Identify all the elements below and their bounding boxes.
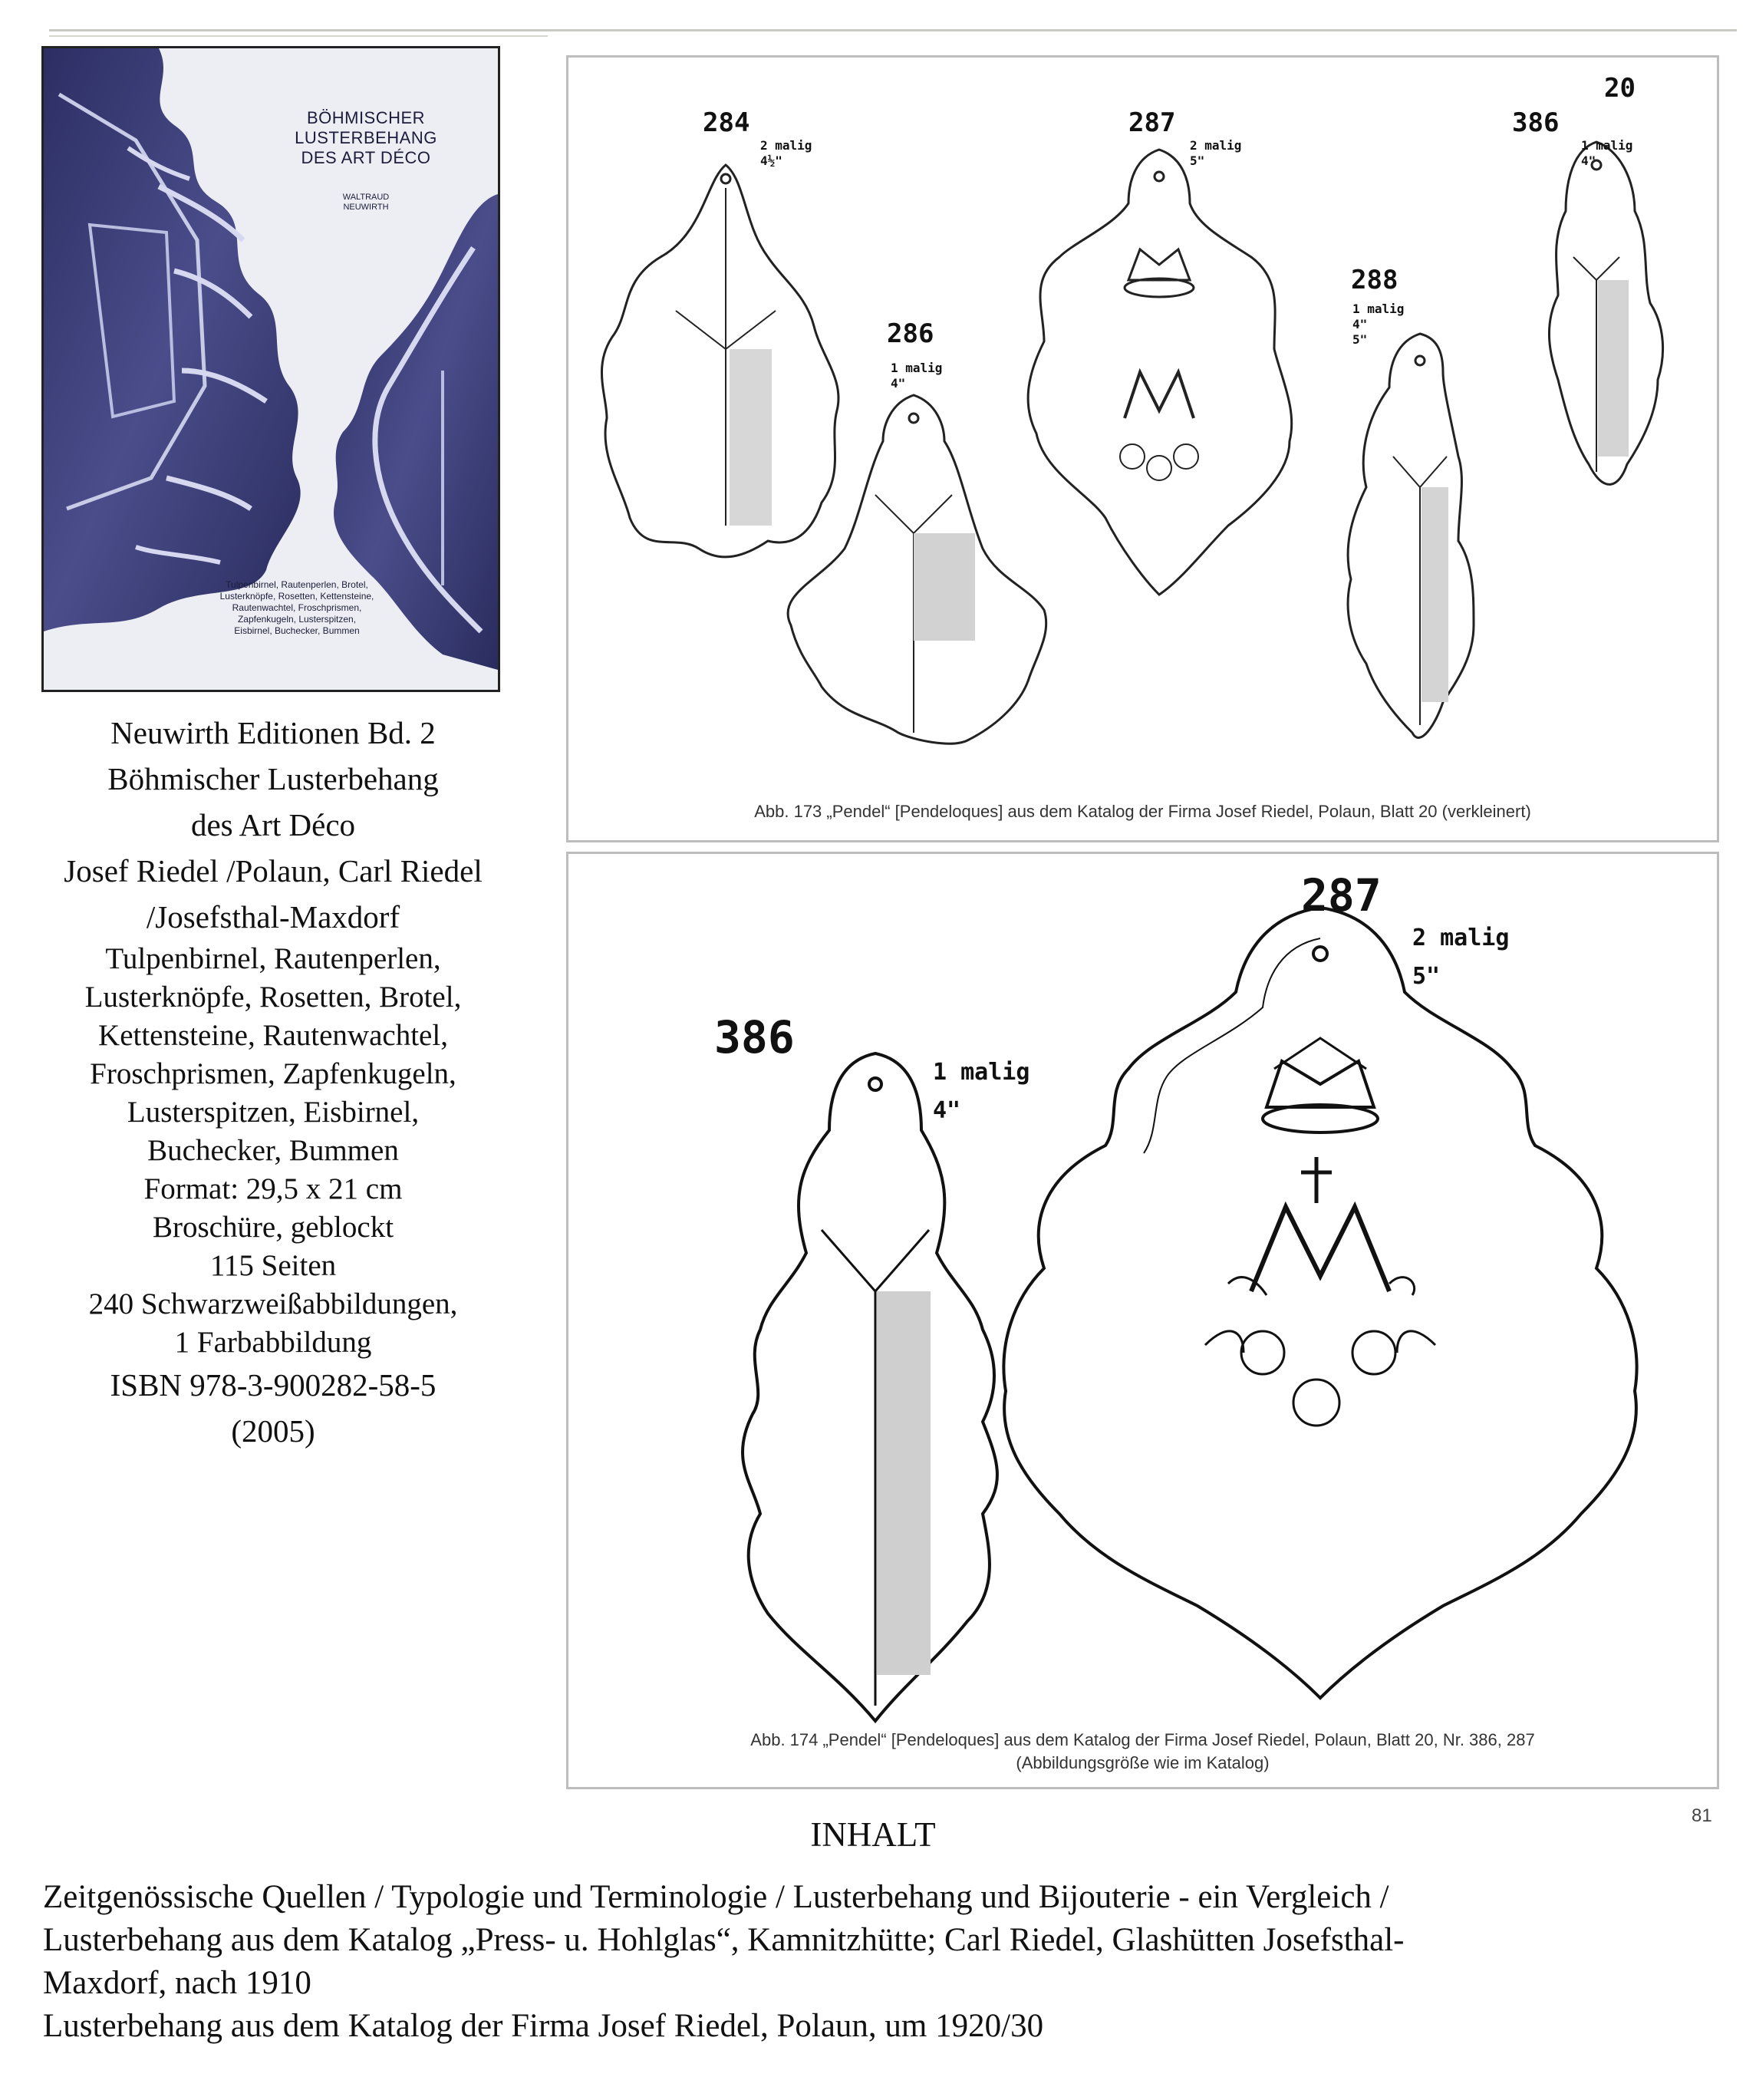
item-number: 386 xyxy=(1512,107,1560,138)
pendant-288 xyxy=(1348,334,1474,737)
item-number: 386 xyxy=(714,1011,795,1063)
pendant-287 xyxy=(1028,150,1292,595)
figure-174-caption xyxy=(568,1729,1717,1775)
cover-author-line: NEUWIRTH xyxy=(343,203,389,212)
isbn-text: ISBN 978-3-900282-58-5 xyxy=(110,1367,436,1403)
topic-line: Buchecker, Bummen xyxy=(147,1134,399,1167)
cover-title-line: BÖHMISCHER xyxy=(306,108,426,127)
pendant-386-large xyxy=(743,1053,997,1721)
cover-subtitle-line: Eisbirnel, Buchecker, Bummen xyxy=(234,625,360,636)
contents-heading: INHALT xyxy=(810,1815,936,1854)
topic-line: Kettensteine, Rautenwachtel, xyxy=(98,1019,448,1052)
pendant-287-large xyxy=(1003,908,1636,1698)
topic-line: Lusterknöpfe, Rosetten, Brotel, xyxy=(84,981,462,1014)
item-number: 286 xyxy=(887,318,934,349)
book-cover[interactable] xyxy=(41,46,500,692)
item-note: 1 malig 4" xyxy=(933,1059,1030,1124)
contents-line: Maxdorf, nach 1910 xyxy=(43,1965,311,2001)
series-name: Neuwirth Editionen Bd. 2 xyxy=(110,715,436,750)
makers-line: /Josefsthal-Maxdorf xyxy=(146,899,400,935)
topic-line: Froschprismen, Zapfenkugeln, xyxy=(90,1057,456,1090)
figure-174-panel[interactable] xyxy=(566,852,1719,1789)
item-note: 2 malig 5" xyxy=(1190,138,1242,168)
item-note: 1 malig 4" xyxy=(891,361,943,391)
book-info xyxy=(0,710,546,1454)
makers-line: Josef Riedel /Polaun, Carl Riedel xyxy=(64,853,483,888)
contents-list xyxy=(43,1876,1715,2048)
images-text: 240 Schwarzweißabbildungen, xyxy=(88,1287,458,1320)
top-rule xyxy=(49,29,1737,31)
figure-174-caption-line: Abb. 174 „Pendel“ [Pendeloques] aus dem Katalog der Firma Josef Riedel, Polaun, Blatt 20, Nr. 386, 287 xyxy=(750,1730,1535,1749)
item-number: 287 xyxy=(1128,107,1176,138)
contents-line: Lusterbehang aus dem Katalog der Firma Josef Riedel, Polaun, um 1920/30 xyxy=(43,2008,1044,2044)
item-number: 288 xyxy=(1351,265,1398,295)
cover-title-line: DES ART DÉCO xyxy=(301,148,431,167)
cover-subtitle-line: Rautenwachtel, Froschprismen, xyxy=(232,602,362,613)
topic-line: Tulpenbirnel, Rautenperlen, xyxy=(105,942,441,975)
item-note: 1 malig 4" 5" xyxy=(1352,302,1405,347)
contents-line: Lusterbehang aus dem Katalog „Press- u. Hohlglas“, Kamnitzhütte; Carl Riedel, Glashütten Josefsthal- xyxy=(43,1922,1405,1958)
cover-author-line: WALTRAUD xyxy=(342,193,390,202)
cover-subtitle-line: Lusterknöpfe, Rosetten, Kettensteine, xyxy=(219,591,374,602)
cover-author xyxy=(274,193,458,213)
pages-text: 115 Seiten xyxy=(209,1249,337,1282)
cover-subtitle-line: Tulpenbirnel, Rautenperlen, Brotel, xyxy=(226,579,368,590)
item-note: 2 malig 4½" xyxy=(760,138,812,168)
figure-173-panel[interactable] xyxy=(566,55,1719,842)
item-note: 1 malig 4" xyxy=(1581,138,1633,168)
cover-title xyxy=(274,108,458,168)
pendant-284 xyxy=(601,165,838,557)
cover-subtitle xyxy=(182,579,412,637)
figure-173-caption: Abb. 173 „Pendel“ [Pendeloques] aus dem Katalog der Firma Josef Riedel, Polaun, Blatt 20 (verkleinert) xyxy=(754,802,1531,821)
item-number: 284 xyxy=(703,107,750,138)
images-text: 1 Farbabbildung xyxy=(174,1326,372,1359)
binding-text: Broschüre, geblockt xyxy=(152,1211,394,1244)
book-title-line: des Art Déco xyxy=(190,807,356,842)
figure-174-caption-line: (Abbildungsgröße wie im Katalog) xyxy=(1016,1753,1270,1772)
item-note: 2 malig 5" xyxy=(1412,925,1510,990)
cover-subtitle-line: Zapfenkugeln, Lusterspitzen, xyxy=(237,614,357,625)
contents-line: Zeitgenössische Quellen / Typologie und Terminologie / Lusterbehang und Bijouterie - ein Vergleich / xyxy=(43,1879,1389,1915)
page-number: 81 xyxy=(1692,1805,1712,1826)
format-text: Format: 29,5 x 21 cm xyxy=(143,1172,403,1205)
book-title-line: Böhmischer Lusterbehang xyxy=(107,761,439,796)
top-rule-secondary xyxy=(49,35,548,37)
cover-title-line: LUSTERBEHANG xyxy=(295,128,437,147)
item-number: 287 xyxy=(1301,869,1382,921)
figure-174-drawings xyxy=(568,854,1717,1787)
year-text: (2005) xyxy=(231,1413,315,1449)
figure-173-drawings xyxy=(568,58,1717,840)
sheet-number: 20 xyxy=(1604,73,1636,104)
topic-line: Lusterspitzen, Eisbirnel, xyxy=(127,1096,420,1129)
